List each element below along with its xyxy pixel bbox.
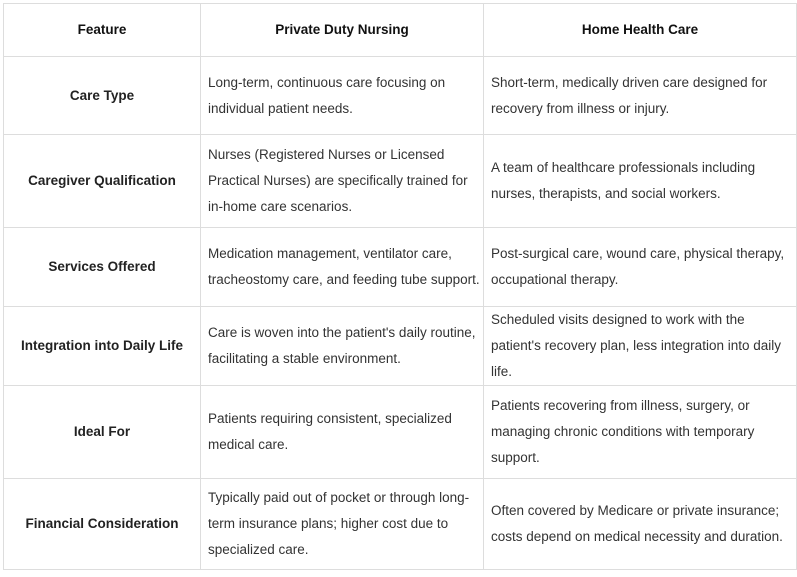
feature-cell: Services Offered bbox=[4, 228, 201, 307]
table-row bbox=[4, 228, 797, 307]
private-duty-cell: Care is woven into the patient's daily routine, facilitating a stable environment. bbox=[201, 307, 484, 386]
private-duty-cell: Long-term, continuous care focusing on individual patient needs. bbox=[201, 57, 484, 135]
home-health-cell: Post-surgical care, wound care, physical therapy, occupational therapy. bbox=[484, 228, 797, 307]
private-duty-cell: Medication management, ventilator care, tracheostomy care, and feeding tube support. bbox=[201, 228, 484, 307]
table-row bbox=[4, 307, 797, 386]
feature-cell: Integration into Daily Life bbox=[4, 307, 201, 386]
header-home-health-care: Home Health Care bbox=[484, 4, 797, 57]
home-health-cell: Often covered by Medicare or private insurance; costs depend on medical necessity and duration. bbox=[484, 479, 797, 570]
feature-cell: Care Type bbox=[4, 57, 201, 135]
feature-cell: Ideal For bbox=[4, 386, 201, 479]
header-feature: Feature bbox=[4, 4, 201, 57]
home-health-cell: Scheduled visits designed to work with the patient's recovery plan, less integration into daily life. bbox=[484, 307, 797, 386]
home-health-cell: A team of healthcare professionals including nurses, therapists, and social workers. bbox=[484, 135, 797, 228]
table-row bbox=[4, 479, 797, 570]
table-row bbox=[4, 135, 797, 228]
home-health-cell: Patients recovering from illness, surgery, or managing chronic conditions with temporary support. bbox=[484, 386, 797, 479]
feature-cell: Caregiver Qualification bbox=[4, 135, 201, 228]
home-health-cell: Short-term, medically driven care designed for recovery from illness or injury. bbox=[484, 57, 797, 135]
header-private-duty-nursing: Private Duty Nursing bbox=[201, 4, 484, 57]
comparison-table bbox=[3, 3, 797, 570]
private-duty-cell: Typically paid out of pocket or through long-term insurance plans; higher cost due to specialized care. bbox=[201, 479, 484, 570]
feature-cell: Financial Consideration bbox=[4, 479, 201, 570]
private-duty-cell: Patients requiring consistent, specialized medical care. bbox=[201, 386, 484, 479]
private-duty-cell: Nurses (Registered Nurses or Licensed Practical Nurses) are specifically trained for in-home care scenarios. bbox=[201, 135, 484, 228]
table-row bbox=[4, 57, 797, 135]
table-header-row bbox=[4, 4, 797, 57]
table-row bbox=[4, 386, 797, 479]
